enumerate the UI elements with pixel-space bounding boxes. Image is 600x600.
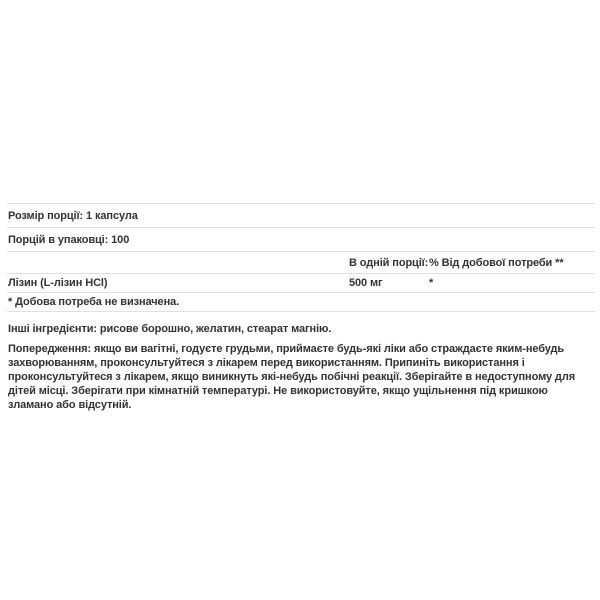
amount-column-header: В одній порції:: [349, 256, 429, 269]
supplement-facts-table: [7, 203, 595, 312]
footnote-row: [7, 293, 595, 312]
serving-size-text: Розмір порції: 1 капсула: [8, 209, 138, 222]
servings-per-container-row: [7, 228, 595, 252]
nutrient-amount: 500 мг: [349, 277, 383, 289]
warnings-paragraph: Попередження: якщо ви вагітні, годуєте грудьми, приймаєте будь-які ліки або страждаєте яким-небудь захворюванням, проконсультуйтеся з лікарем перед використанням. Припиніть використання і проконсультуйтеся з лікарем, якщо виникнуть які-небудь побічні реакції. Зберігайте в недоступному для дітей місці. Зберігати при кімнатній температурі. Не використовуйте, якщо ущільнення під кришкою зламано або відсутній.: [8, 343, 576, 411]
facts-header-row: [7, 252, 595, 274]
nutrient-row: [7, 274, 595, 293]
footnote-text: * Добова потреба не визначена.: [8, 296, 180, 308]
other-ingredients-paragraph: Інші інгредієнти: рисове борошно, желатин, стеарат магнію.: [8, 323, 332, 335]
supplement-label: [7, 203, 595, 412]
dv-column-header: % Від добової потреби **: [429, 256, 564, 269]
nutrient-name: Лізин (L-лізин HCl): [8, 277, 108, 289]
nutrient-dv: *: [429, 277, 434, 289]
servings-per-container-text: Порцій в упаковці: 100: [8, 233, 130, 246]
serving-size-row: [7, 204, 595, 228]
